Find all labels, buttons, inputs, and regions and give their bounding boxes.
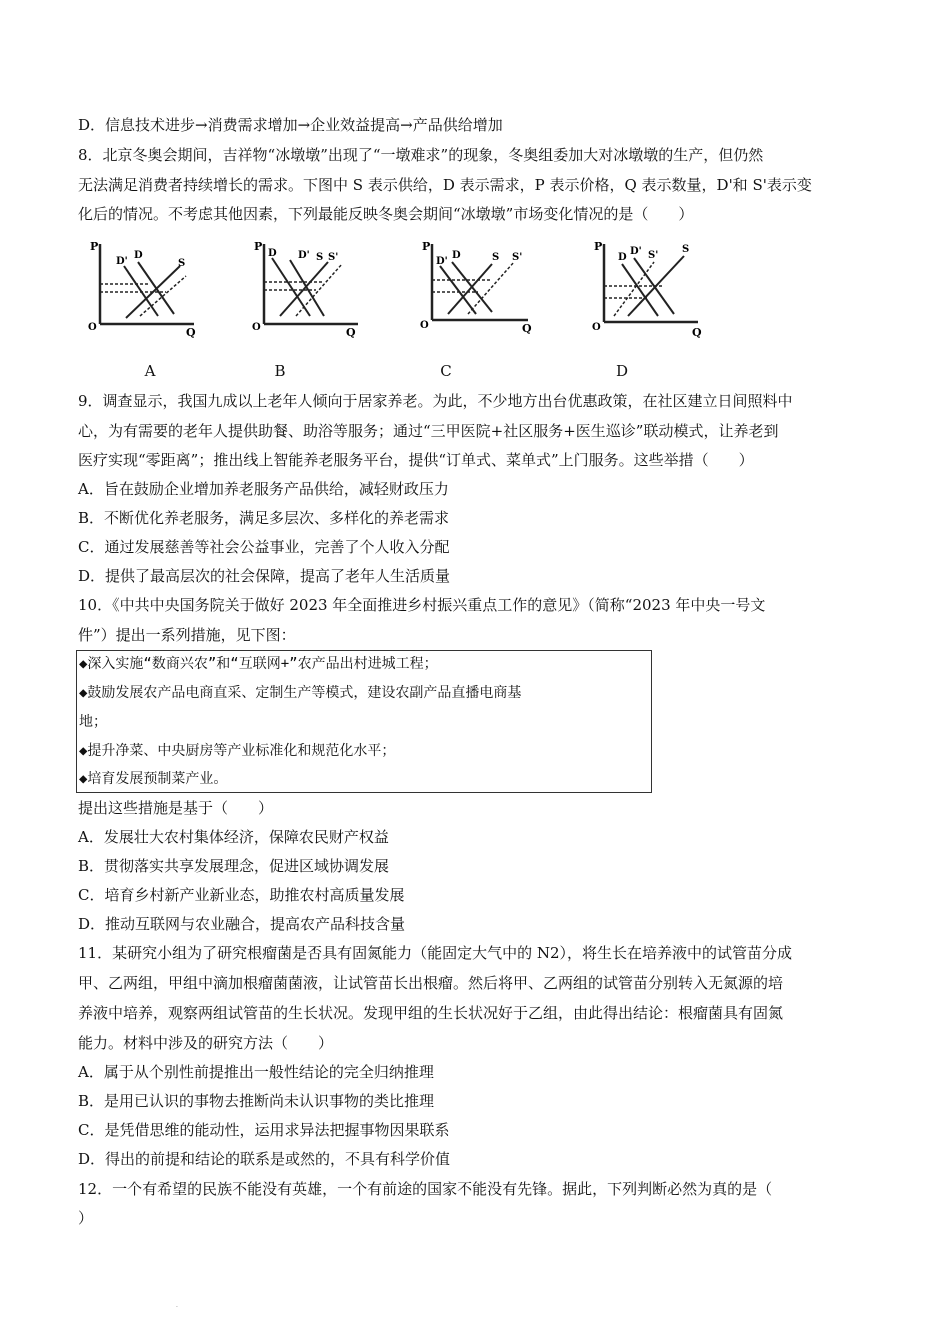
- graph-c: [418, 236, 538, 346]
- option-a-q10: A．发展壮大农村集体经济，保障农民财产权益: [78, 828, 389, 846]
- measure-3: ◆提升净菜、中央厨房等产业标准化和规范化水平；: [79, 743, 396, 759]
- option-a-q11: A．属于从个别性前提推出一般性结论的完全归纳推理: [78, 1063, 434, 1081]
- graph-c-curve-1: D': [436, 256, 448, 267]
- option-b-q9: B．不断优化养老服务，满足多层次、多样化的养老需求: [78, 509, 450, 527]
- graph-d-origin: O: [592, 322, 601, 333]
- graph-b-label: B: [274, 362, 286, 380]
- supply-demand-graphs: [78, 236, 718, 386]
- graph-d-p-axis-label: P: [594, 240, 603, 253]
- graph-c-label: C: [440, 362, 452, 380]
- question-10-line-1: 10．《中共中央国务院关于做好 2023 年全面推进乡村振兴重点工作的意见》（简称“2023 年中央一号文: [78, 596, 766, 614]
- option-b-q11: B．是用已认识的事物去推断尚未认识事物的类比推理: [78, 1092, 435, 1110]
- graph-c-curve-2: D: [452, 250, 461, 261]
- graph-a: [86, 236, 206, 346]
- question-11-line-1: 11．某研究小组为了研究根瘤菌是否具有固氮能力（能固定大气中的 N2），将生长在培养液中的试管苗分成: [78, 944, 793, 962]
- option-d-q9: D．提供了最高层次的社会保障，提高了老年人生活质量: [78, 567, 451, 585]
- question-11-line-2: 甲、乙两组，甲组中滴加根瘤菌菌液，让试管苗长出根瘤。然后将甲、乙两组的试管苗分别转入无氮源的培: [78, 974, 784, 992]
- question-9-line-3: 医疗实现“零距离”；推出线上智能养老服务平台，提供“订单式、菜单式”上门服务。这些举措（ ）: [78, 451, 754, 469]
- graph-b: [250, 236, 370, 346]
- policy-measures-box: [76, 650, 652, 793]
- option-d-q7: D．信息技术进步→消费需求增加→企业效益提高→产品供给增加: [78, 116, 503, 134]
- question-8-line-2: 无法满足消费者持续增长的需求。下图中 S 表示供给，D 表示需求，P 表示价格，Q 表示数量，D'和 S'表示变: [78, 176, 812, 194]
- question-11-line-4: 能力。材料中涉及的研究方法（ ）: [78, 1034, 334, 1052]
- measure-1: ◆深入实施“数商兴农”和“互联网+”农产品出村进城工程；: [79, 656, 438, 672]
- option-c-q11: C．是凭借思维的能动性，运用求异法把握事物因果联系: [78, 1121, 450, 1139]
- question-10-stem: 提出这些措施是基于（ ）: [78, 799, 274, 817]
- question-9-line-2: 心，为有需要的老年人提供助餐、助浴等服务；通过“三甲医院+社区服务+医生巡诊”联动模式，让养老到: [78, 422, 779, 440]
- question-8-line-3: 化后的情况。不考虑其他因素，下列最能反映冬奥会期间“冰墩墩”市场变化情况的是（ ）: [78, 205, 694, 223]
- graph-a-curve-1: D': [116, 256, 128, 267]
- graph-c-origin: O: [420, 320, 429, 331]
- graph-a-label: A: [144, 362, 156, 380]
- graph-d-curve-1: D: [618, 252, 627, 263]
- graph-d-q-axis-label: Q: [692, 326, 702, 339]
- measure-2: ◆鼓励发展农产品电商直采、定制生产等模式，建设农副产品直播电商基: [79, 685, 522, 701]
- graph-a-p-axis-label: P: [90, 240, 99, 253]
- graph-c-curve-4: S': [512, 252, 523, 263]
- graph-b-origin: O: [252, 322, 261, 333]
- graph-c-q-axis-label: Q: [522, 322, 532, 335]
- question-12-line-2: ）: [78, 1209, 94, 1227]
- graph-a-origin: O: [88, 322, 97, 333]
- graph-d-curve-4: S: [682, 244, 690, 255]
- graph-b-curve-2: D': [298, 250, 310, 261]
- graph-d-label: D: [615, 362, 629, 380]
- graph-d-curve-2: D': [630, 246, 642, 257]
- graph-c-curve-3: S: [492, 252, 500, 263]
- option-c-q9: C．通过发展慈善等社会公益事业，完善了个人收入分配: [78, 538, 450, 556]
- option-a-q9: A．旨在鼓励企业增加养老服务产品供给，减轻财政压力: [78, 480, 449, 498]
- measure-2-cont: 地；: [79, 714, 107, 730]
- option-b-q10: B．贯彻落实共享发展理念，促进区域协调发展: [78, 857, 390, 875]
- graph-a-curve-3: S: [178, 258, 186, 269]
- measure-4: ◆培育发展预制菜产业。: [79, 771, 228, 787]
- option-d-q10: D．推动互联网与农业融合，提高农产品科技含量: [78, 915, 406, 933]
- graph-b-curve-4: S': [328, 252, 339, 263]
- question-10-line-2: 件”）提出一系列措施，见下图：: [78, 626, 296, 644]
- graph-d-curve-3: S': [648, 250, 659, 261]
- question-9-line-1: 9．调查显示，我国九成以上老年人倾向于居家养老。为此，不少地方出台优惠政策，在社区建立日间照料中: [78, 392, 793, 410]
- graph-b-q-axis-label: Q: [346, 326, 356, 339]
- graph-a-q-axis-label: Q: [186, 326, 196, 339]
- option-d-q11: D．得出的前提和结论的联系是或然的，不具有科学价值: [78, 1150, 451, 1168]
- graph-b-p-axis-label: P: [254, 240, 263, 253]
- graph-b-curve-3: S: [316, 252, 324, 263]
- graph-c-p-axis-label: P: [422, 240, 431, 253]
- graph-b-curve-1: D: [268, 248, 277, 259]
- question-11-line-3: 养液中培养，观察两组试管苗的生长状况。发现甲组的生长状况好于乙组，由此得出结论：根瘤菌具有固氮: [78, 1004, 784, 1022]
- option-c-q10: C．培育乡村新产业新业态，助推农村高质量发展: [78, 886, 405, 904]
- question-12-line-1: 12．一个有希望的民族不能没有英雄，一个有前途的国家不能没有先锋。据此，下列判断必然为真的是（: [78, 1180, 773, 1198]
- question-8-line-1: 8．北京冬奥会期间，吉祥物“冰墩墩”出现了“一墩难求”的现象，冬奥组委加大对冰墩墩的生产，但仍然: [78, 146, 764, 164]
- graph-d: [592, 236, 712, 346]
- footer-mark: .: [176, 1302, 178, 1309]
- graph-a-curve-2: D: [134, 250, 143, 261]
